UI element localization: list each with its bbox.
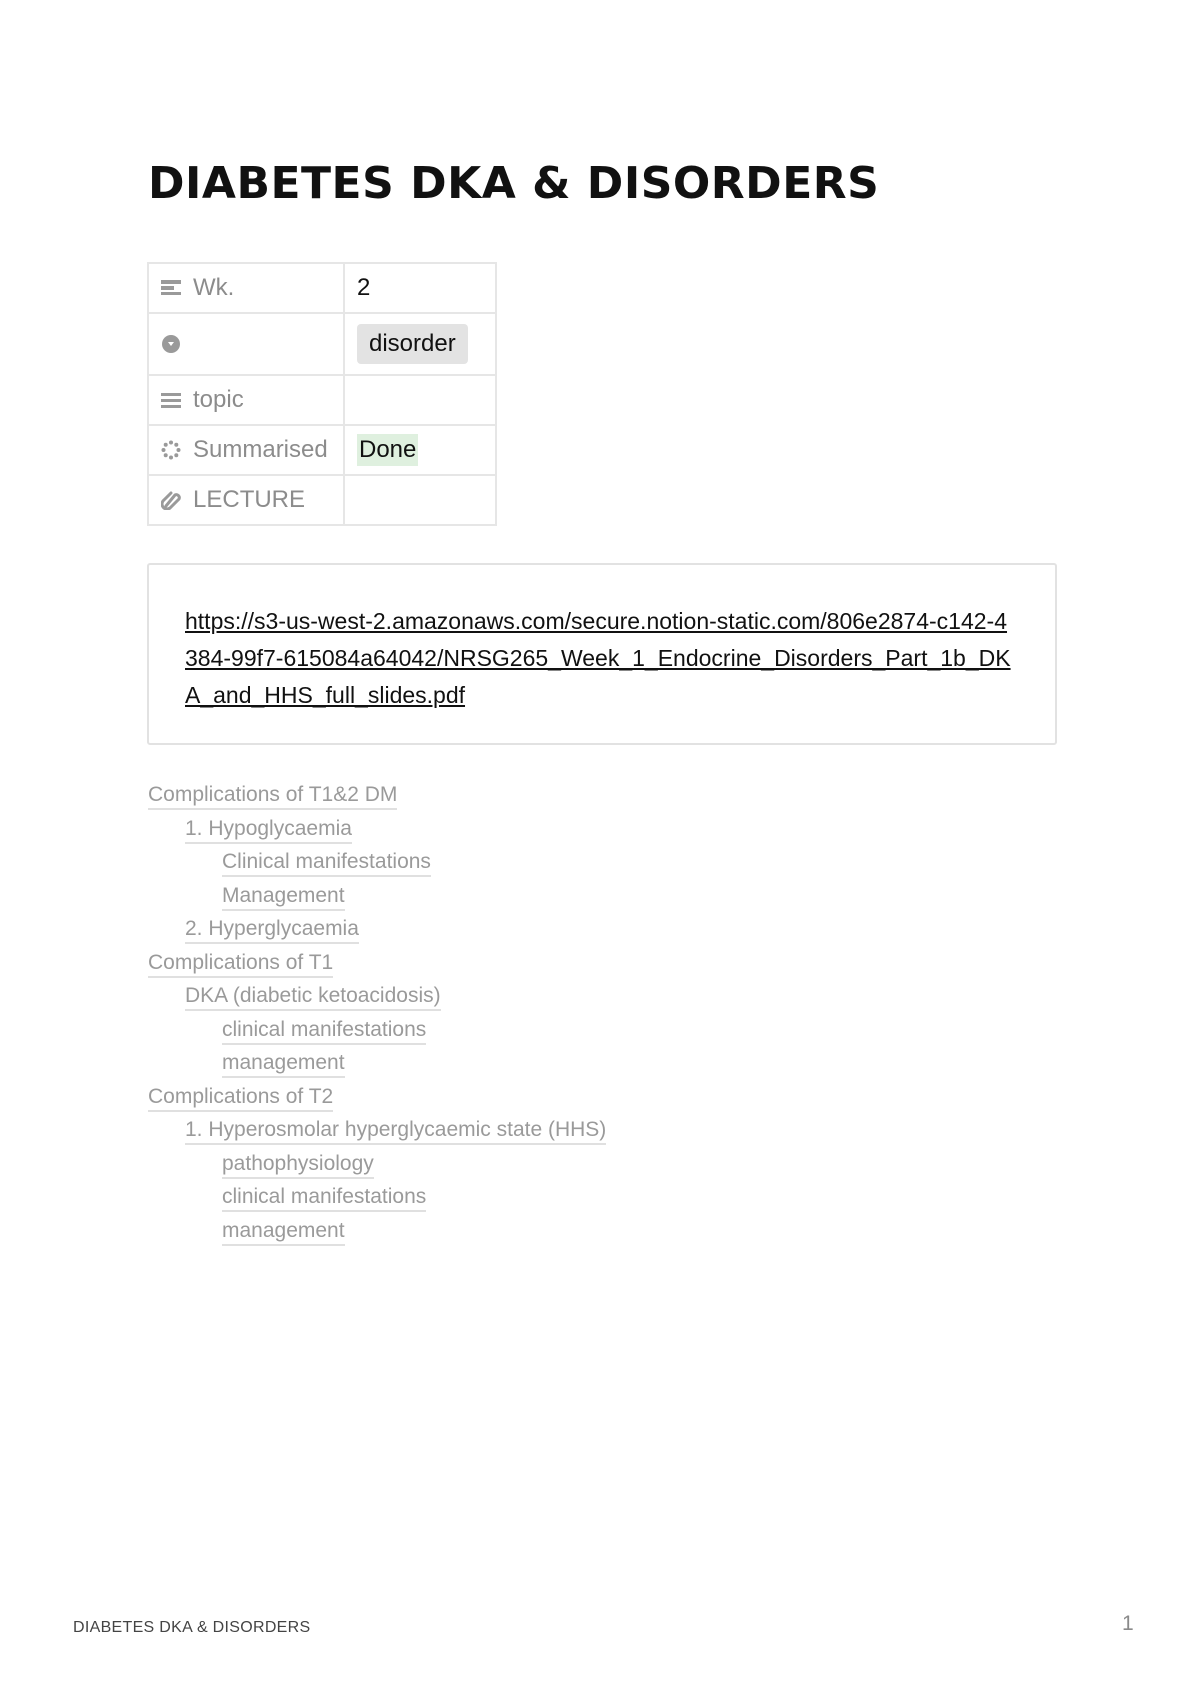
property-row-week	[148, 263, 496, 313]
toc-item[interactable]: clinical manifestations	[148, 1180, 606, 1214]
toc-item[interactable]: management	[148, 1214, 606, 1248]
file-embed	[147, 563, 1057, 745]
property-value-summarised[interactable]	[344, 425, 496, 475]
property-row-topic	[148, 375, 496, 425]
property-key	[148, 313, 344, 375]
property-key-label: Summarised	[193, 436, 328, 463]
property-row-category	[148, 313, 496, 375]
property-key	[148, 425, 344, 475]
status-badge: Done	[357, 434, 418, 466]
toc-item[interactable]: pathophysiology	[148, 1147, 606, 1181]
property-row-lecture	[148, 475, 496, 525]
toc-item[interactable]: 2. Hyperglycaemia	[148, 912, 606, 946]
toc-item[interactable]: Complications of T1&2 DM	[148, 778, 606, 812]
embed-link[interactable]: https://s3-us-west-2.amazonaws.com/secure.notion-static.com/806e2874-c142-4384-99f7-615084a64042/NRSG265_Week_1_Endocrine_Disorders_Part_1b_DKA_and_HHS_full_slides.pdf	[185, 608, 1011, 708]
toc-item[interactable]: Complications of T2	[148, 1080, 606, 1114]
property-value-topic[interactable]	[344, 375, 496, 425]
property-value-lecture[interactable]	[344, 475, 496, 525]
toc-item[interactable]: management	[148, 1046, 606, 1080]
text-lines-icon	[161, 278, 181, 298]
properties-table	[147, 262, 497, 526]
property-key-label: topic	[193, 386, 244, 413]
select-circle-icon	[161, 334, 181, 354]
footer-title: DIABETES DKA & DISORDERS	[73, 1619, 311, 1636]
toc-item[interactable]: 1. Hypoglycaemia	[148, 812, 606, 846]
toc-item[interactable]: DKA (diabetic ketoacidosis)	[148, 979, 606, 1013]
property-key	[148, 263, 344, 313]
toc-item[interactable]: clinical manifestations	[148, 1013, 606, 1047]
status-spinner-icon	[161, 440, 181, 460]
property-key-label: LECTURE	[193, 486, 306, 513]
property-key-label: Wk.	[193, 274, 235, 301]
toc-item[interactable]: Complications of T1	[148, 946, 606, 980]
multi-select-icon	[161, 390, 181, 410]
toc-item[interactable]: Management	[148, 879, 606, 913]
toc-item[interactable]: Clinical manifestations	[148, 845, 606, 879]
property-key	[148, 475, 344, 525]
toc-item[interactable]: 1. Hyperosmolar hyperglycaemic state (HHS)	[148, 1113, 606, 1147]
page-title: DIABETES DKA & DISORDERS	[148, 158, 880, 209]
property-key	[148, 375, 344, 425]
table-of-contents	[148, 778, 606, 1247]
attachment-icon	[161, 490, 181, 510]
property-row-summarised	[148, 425, 496, 475]
category-tag: disorder	[357, 324, 468, 364]
page-number: 1	[1122, 1612, 1134, 1635]
property-value-week[interactable]: 2	[344, 263, 496, 313]
property-value-category[interactable]	[344, 313, 496, 375]
